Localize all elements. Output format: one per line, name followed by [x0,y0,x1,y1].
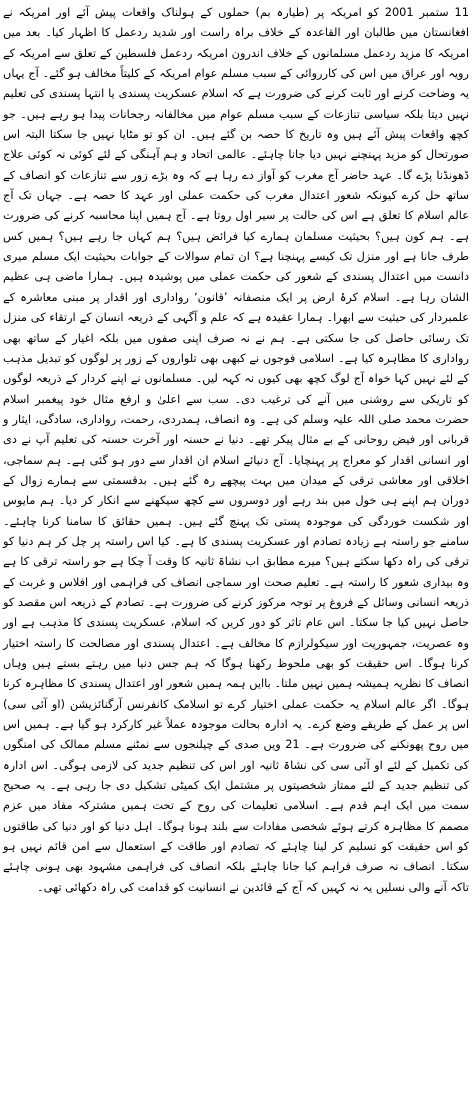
article-body: 11 ستمبر 2001 کو امریکہ پر (طیارہ بم) حملوں کے ہولناک واقعات پیش آئے اور امریکہ نے افغانستان میں طالبان اور القاعدہ کے خلاف براہ راست اور شدید ردعمل کا اظہار کیا۔ بعد میں امریکہ کا مزید ردعمل مسلمانوں کے خلاف اندرون امریکہ ردعمل فلسطین کے تعلق سے امریکہ کے رویہ اور عراق میں اس کی کارروائی کے سبب مسلم عوام امریکہ کے کلیتاً مخالف ہو گئے۔ آج یہاں یہ وضاحت کرنے اور ثابت کرنے کی ضرورت ہے کہ اسلام عسکریت پسندی یا انتہا پسندی کی تعلیم نہیں دیتا بلکہ سیاسی تنازعات کے سبب مسلم عوام میں مخالفانہ رجحانات پیدا ہو رہے ہیں۔ جو کچھ واقعات پیش آئے ہیں وہ تاریخ کا حصہ بن گئے ہیں۔ ان کو تو مٹایا نہیں جا سکتا البتہ اس صورتحال کو مزید پہنچنے نہیں دیا جانا چاہئے۔ عالمی اتحاد و ہم آہنگی کے لئے کوئی نہ کوئی علاج ڈھونڈنا پڑے گا۔ عہد حاضر آج مغرب کو آواز دے رہا ہے کہ وہ بڑے زور سے تنازعات کو انصاف کے ساتھ حل کرے کیونکہ شعور اعتدال مغرب کی حکمت عملی اور عہد کا حصہ ہے۔ جہاں تک آج عالم اسلام کا تعلق ہے اس کی حالت پر سیر اول روتا ہے۔ آج ہمیں اپنا محاسبہ کرنے کی ضرورت ہے۔ ہم کون ہیں؟ بحیثیت مسلمان ہمارے کیا فرائض ہیں؟ ہم کہاں جا رہے ہیں؟ ہمیں کس طرف جانا ہے اور منزل تک کیسے پہنچنا ہے؟ ان تمام سوالات کے جوابات بحیثیت ایک مسلم میری دانست میں اعتدال پسندی کے شعور کی حکمت عملی میں پوشیدہ ہیں۔ ہمارا ماضی ہی عظیم الشان رہا ہے۔ اسلام کرۂ ارض پر ایک منصفانہ ’قانون‘ رواداری اور اقدار پر مبنی معاشرہ کے علمبردار کی حیثیت سے ابھرا۔ ہمارا عقیدہ ہے کہ علم و آگہی کے ذریعہ انسان کے ارتقاء کی منزل تک رسائی حاصل کی جا سکتی ہے۔ ہم نے نہ صرف اپنی صفوں میں بلکہ اغیار کے ساتھ بھی رواداری کا مظاہرہ کیا ہے۔ اسلامی فوجوں نے کبھی بھی تلواروں کے زور پر لوگوں کو تبدیل مذہب کے لئے نہیں کہا خواہ آج لوگ کچھ بھی کیوں نہ کہہ لیں۔ مسلمانوں نے اپنے کردار کے ذریعہ لوگوں کو تاریکی سے روشنی میں آنے کی ترغیب دی۔ سب سے اعلیٰ و ارفع مثال خود پیغمبر اسلام حضرت محمد صلی اللہ علیہ وسلم کی ہے۔ وہ انصاف، ہمدردی، رحمت، رواداری، سادگی، ایثار و قربانی اور فیض روحانی کے بے مثال پیکر تھے۔ دنیا نے حسنہ اور آخرت حسنہ کی تعلیم آپ نے دی اور انسانی اقدار کو معراج پر پہنچایا۔ آج دنیائے اسلام ان اقدار سے دور ہو گئی ہے۔ ہم سماجی، اخلاقی اور معاشی ترقی کے میدان میں بہت پیچھے رہ گئے ہیں۔ بدقسمتی سے ہمارے زوال کے دوران ہم اپنے ہی خول میں بند رہے اور دوسروں سے کچھ سیکھنے سے انکار کر دیا۔ ہم مایوس اور شکست خوردگی کی موجودہ پستی تک پہنچ گئے ہیں۔ ہمیں حقائق کا سامنا کرنا چاہئے۔ سامنے جو راستہ ہے زیادہ تصادم اور عسکریت پسندی کا ہے۔ کیا اس راستہ پر چل کر ہم دنیا کو ترقی کی راہ دکھا سکتے ہیں؟ میرے مطابق اب نشاۃ ثانیہ کا وقت آ چکا ہے جو راستہ ترقی کا ہے وہ بیداری شعور کا راستہ ہے۔ تعلیم صحت اور سماجی انصاف کی فراہمی اور افلاس و غربت کے ذریعہ انسانی وسائل کے فروغ پر توجہ مرکوز کرنے کی ضرورت ہے۔ تصادم کے ذریعہ اس مقصد کو حاصل نہیں کیا جا سکتا۔ اس عام تاثر کو دور کریں کہ اسلام، عسکریت پسندی کا مذہب ہے اور وہ عصریت، جمہوریت اور سیکولرازم کا مخالف ہے۔ اعتدال پسندی اور مصالحت کا راستہ اختیار کرنا ہوگا۔ اس حقیقت کو بھی ملحوظ رکھنا ہوگا کہ ہم جس دنیا میں رہتے بستے ہیں وہاں انصاف کا نظریہ ہمیشہ ہمیں نہیں ملتا۔ باایں ہمہ ہمیں شعور اور اعتدال پسندی کا مظاہرہ کرنا ہوگا۔ اگر عالم اسلام یہ حکمت عملی اختیار کرے تو اسلامک کانفرنس آرگنائزیشن (او آئی سی) اس پر عمل کے طریقے وضع کرے۔ یہ ادارہ بحالت موجودہ عملاً غیر کارکرد ہو گیا ہے۔ ہمیں اس میں روح پھونکنے کی ضرورت ہے۔ 21 ویں صدی کے چیلنجوں سے نمٹنے مسلم ممالک کی امنگوں کی تکمیل کے لئے او آئی سی کی نشاۃ ثانیہ اور اس کی تنظیم جدید کی لازمی ہوگی۔ اس ادارہ کی تنظیم جدید کے لئے ممتاز شخصیتوں پر مشتمل ایک کمیٹی تشکیل دی جا رہی ہے۔ یہ صحیح سمت میں ایک اہم قدم ہے۔ اسلامی تعلیمات کی روح کے تحت ہمیں مشترکہ مفاد میں عزم مصمم کا مظاہرہ کرتے ہوئے شخصی مفادات سے بلند ہونا ہوگا۔ اہل دنیا کو اور دنیا کی طاقتوں کو اس حقیقت کو تسلیم کر لینا چاہئے کہ تصادم اور طاقت کے استعمال سے امن قائم نہیں ہو سکتا۔ انصاف نہ صرف فراہم کیا جانا چاہئے بلکہ انصاف کی فراہمی مشہود بھی ہونی چاہئے تاکہ آنے والی نسلیں یہ نہ کہیں کہ آج کے قائدین نے انسانیت کو قدامت کی راہ دکھائی تھی۔ [3,5,469,894]
